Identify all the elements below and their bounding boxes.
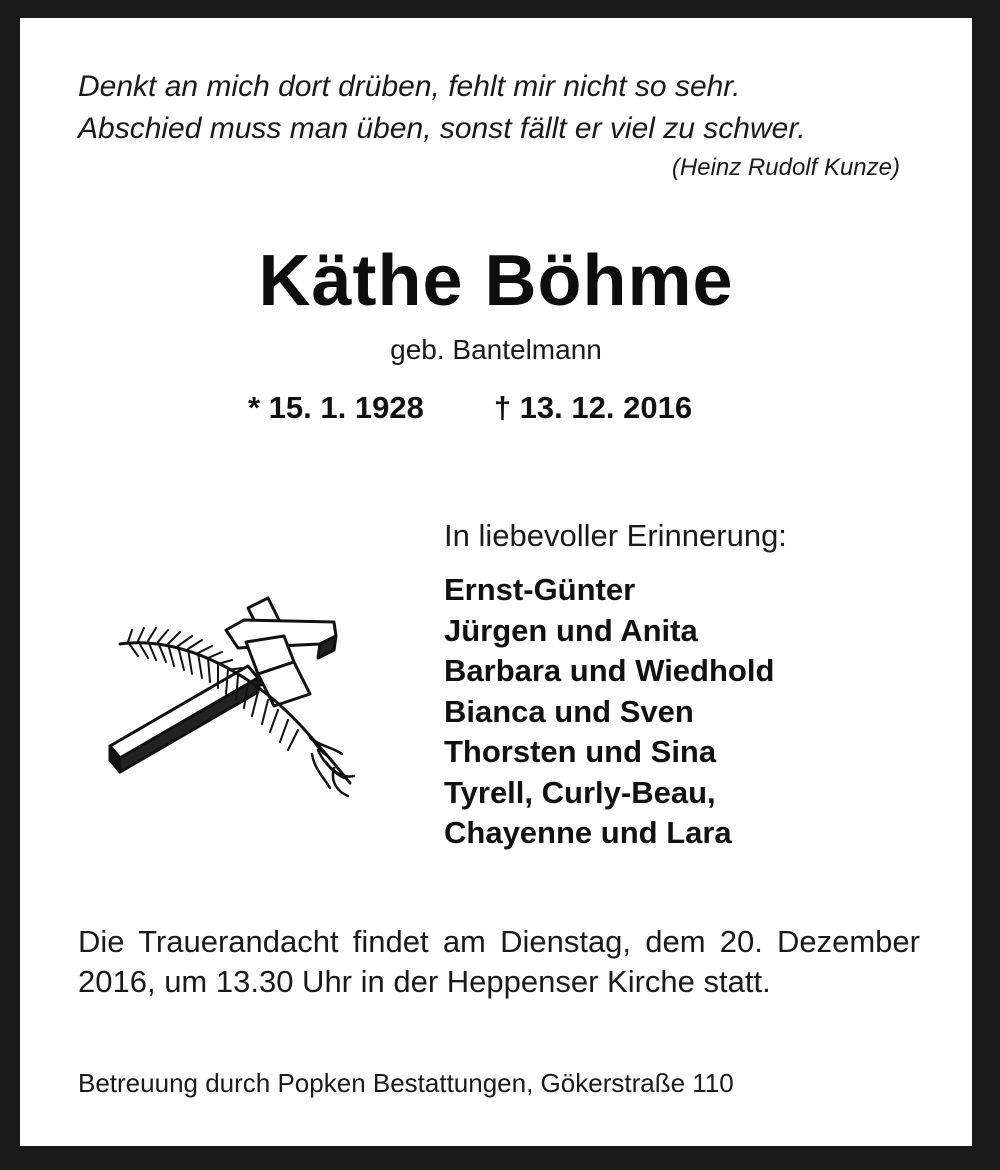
service-announcement: Die Trauerandacht findet am Dienstag, dem 20. Dezember 2016, um 13.30 Uhr in der Heppenser Kirche statt. bbox=[78, 924, 920, 999]
quote-line-1: Denkt an mich dort drüben, fehlt mir nicht so sehr. bbox=[78, 70, 741, 103]
quote-author: (Heinz Rudolf Kunze) bbox=[671, 154, 900, 181]
list-item: Tyrell, Curly-Beau, bbox=[444, 774, 716, 810]
list-item: Chayenne und Lara bbox=[444, 815, 732, 850]
list-item: Jürgen und Anita bbox=[444, 612, 698, 648]
death-date: † 13. 12. 2016 bbox=[493, 390, 693, 425]
deceased-name: Käthe Böhme bbox=[258, 241, 734, 321]
life-dates bbox=[248, 390, 692, 426]
remembrance-heading: In liebevoller Erinnerung: bbox=[444, 518, 787, 553]
list-item: Bianca und Sven bbox=[444, 693, 694, 729]
quote-line-2: Abschied muss man üben, sonst fällt er viel zu schwer. bbox=[78, 112, 806, 145]
birth-name: geb. Bantelmann bbox=[390, 334, 602, 365]
obituary-card bbox=[20, 18, 972, 1146]
poem-quote bbox=[78, 66, 806, 150]
mourners-list bbox=[444, 570, 774, 854]
list-item: Ernst-Günter bbox=[444, 572, 636, 607]
list-item: Thorsten und Sina bbox=[444, 734, 717, 769]
undertaker-note: Betreuung durch Popken Bestattungen, Gökerstraße 110 bbox=[78, 1068, 734, 1098]
birth-date: * 15. 1. 1928 bbox=[248, 390, 424, 425]
cross-with-palm-frond-icon bbox=[98, 578, 358, 808]
list-item: Barbara und Wiedhold bbox=[444, 653, 775, 688]
